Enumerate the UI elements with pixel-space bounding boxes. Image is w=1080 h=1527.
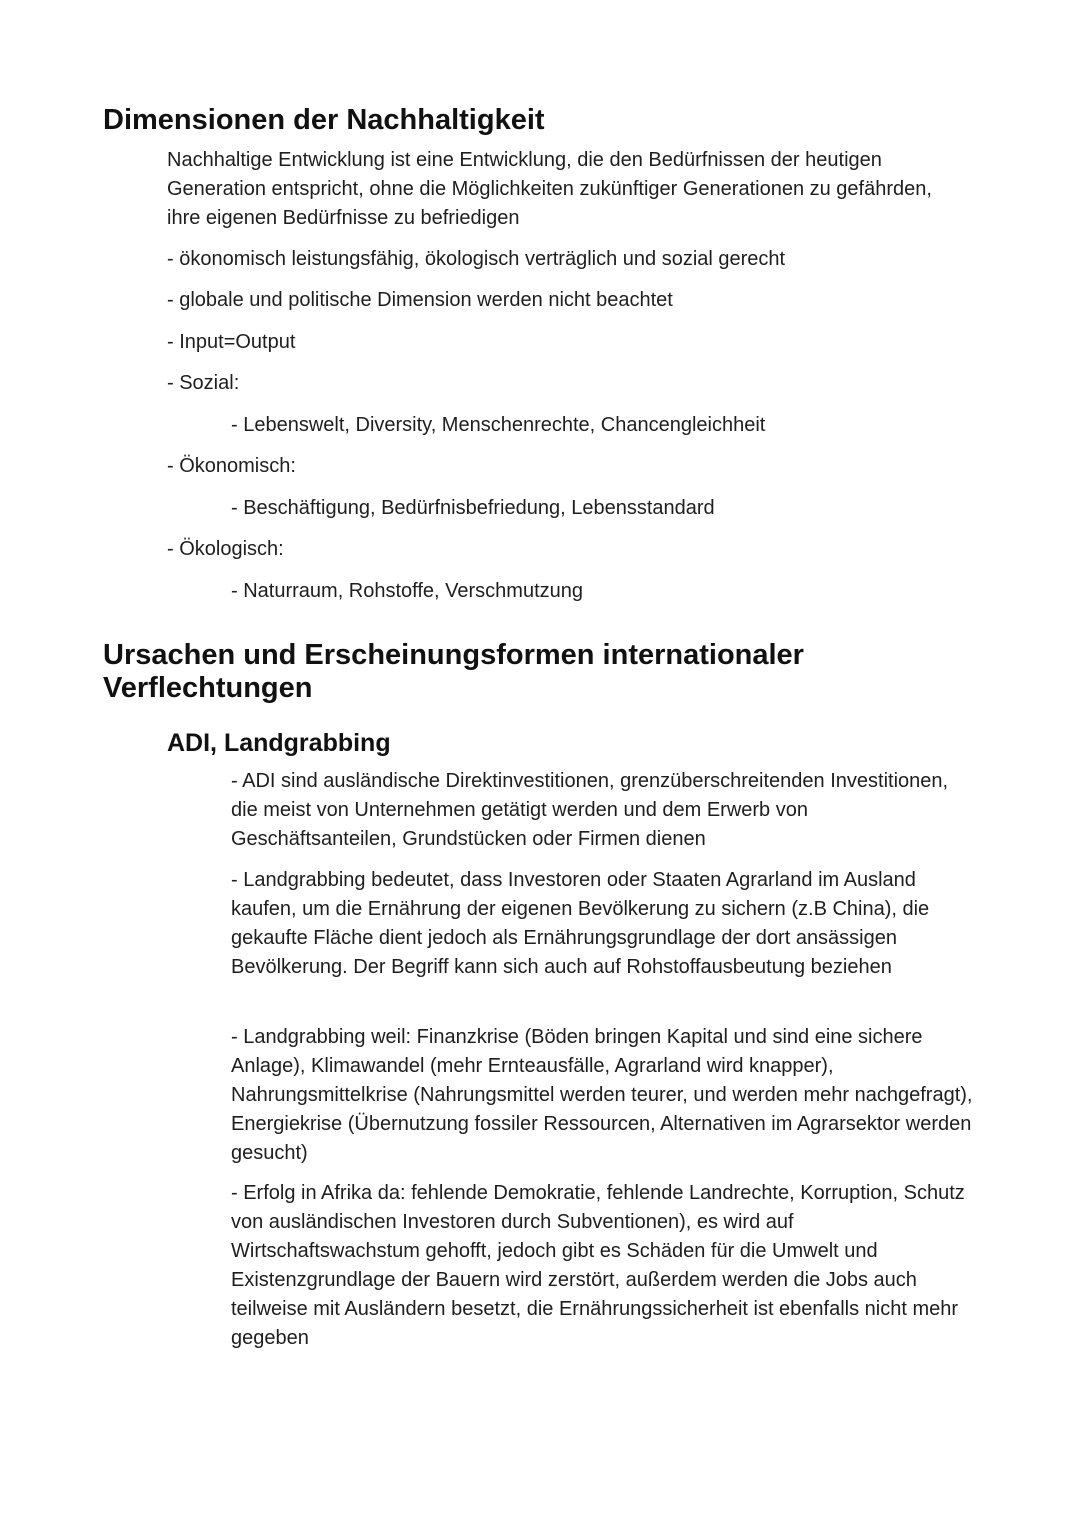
- landgrabbing-definition-paragraph: - Landgrabbing bedeutet, dass Investoren oder Staaten Agrarland im Ausland kaufen, um die Ernährung der eigenen Bevölkerung zu sichern (z.B China), die gekaufte Fläche dient jedoch als Ernährungsgrundlage der dort ansässigen Bevölkerung. Der Begriff kann sich auch auf Rohstoffausbeutung beziehen: [231, 869, 930, 978]
- bullet-item: - Input=Output: [167, 331, 296, 353]
- section-title-verflechtungen-line2: Verflechtungen: [103, 672, 313, 704]
- section-title-nachhaltigkeit: Dimensionen der Nachhaltigkeit: [103, 104, 545, 136]
- dimension-detail-oekonomisch: - Beschäftigung, Bedürfnisbefriedung, Lebensstandard: [231, 497, 715, 519]
- section-title-verflechtungen-line1: Ursachen und Erscheinungsformen internationaler: [103, 639, 804, 671]
- africa-success-paragraph: - Erfolg in Afrika da: fehlende Demokratie, fehlende Landrechte, Korruption, Schutz von ausländischen Investoren durch Subventionen), es wird auf Wirtschaftswachstum gehofft, jedoch gibt es Schäden für die Umwelt und Existenzgrundlage der Bauern wird zerstört, außerdem werden die Jobs auch teilweise mit Ausländern besetzt, die Ernährungssicherheit ist ebenfalls nicht mehr gegeben: [231, 1182, 965, 1349]
- landgrabbing-reasons-paragraph: - Landgrabbing weil: Finanzkrise (Böden bringen Kapital und sind eine sichere Anlage), Klimawandel (mehr Ernteausfälle, Agrarland wird knapper), Nahrungsmittelkrise (Nahrungsmittel werden teurer, und werden mehr nachgefragt), Energiekrise (Übernutzung fossiler Ressourcen, Alternativen im Agrarsektor werden gesucht): [231, 1026, 973, 1164]
- adi-paragraph: - ADI sind ausländische Direktinvestitionen, grenzüberschreitenden Investitionen, die meist von Unternehmen getätigt werden und dem Erwerb von Geschäftsanteilen, Grundstücken oder Firmen dienen: [231, 770, 949, 850]
- bullet-item: - globale und politische Dimension werden nicht beachtet: [167, 289, 673, 311]
- dimension-label-sozial: - Sozial:: [167, 372, 240, 394]
- bullet-item: - ökonomisch leistungsfähig, ökologisch verträglich und sozial gerecht: [167, 248, 786, 270]
- dimension-label-oekonomisch: - Ökonomisch:: [167, 455, 296, 477]
- dimension-label-oekologisch: - Ökologisch:: [167, 538, 284, 560]
- dimension-detail-sozial: - Lebenswelt, Diversity, Menschenrechte, Chancengleichheit: [231, 414, 766, 436]
- subsection-title-adi: ADI, Landgrabbing: [167, 729, 391, 757]
- dimension-detail-oekologisch: - Naturraum, Rohstoffe, Verschmutzung: [231, 580, 584, 602]
- intro-paragraph: Nachhaltige Entwicklung ist eine Entwicklung, die den Bedürfnissen der heutigen Generation entspricht, ohne die Möglichkeiten zukünftiger Generationen zu gefährden, ihre eigenen Bedürfnisse zu befriedigen: [167, 149, 932, 229]
